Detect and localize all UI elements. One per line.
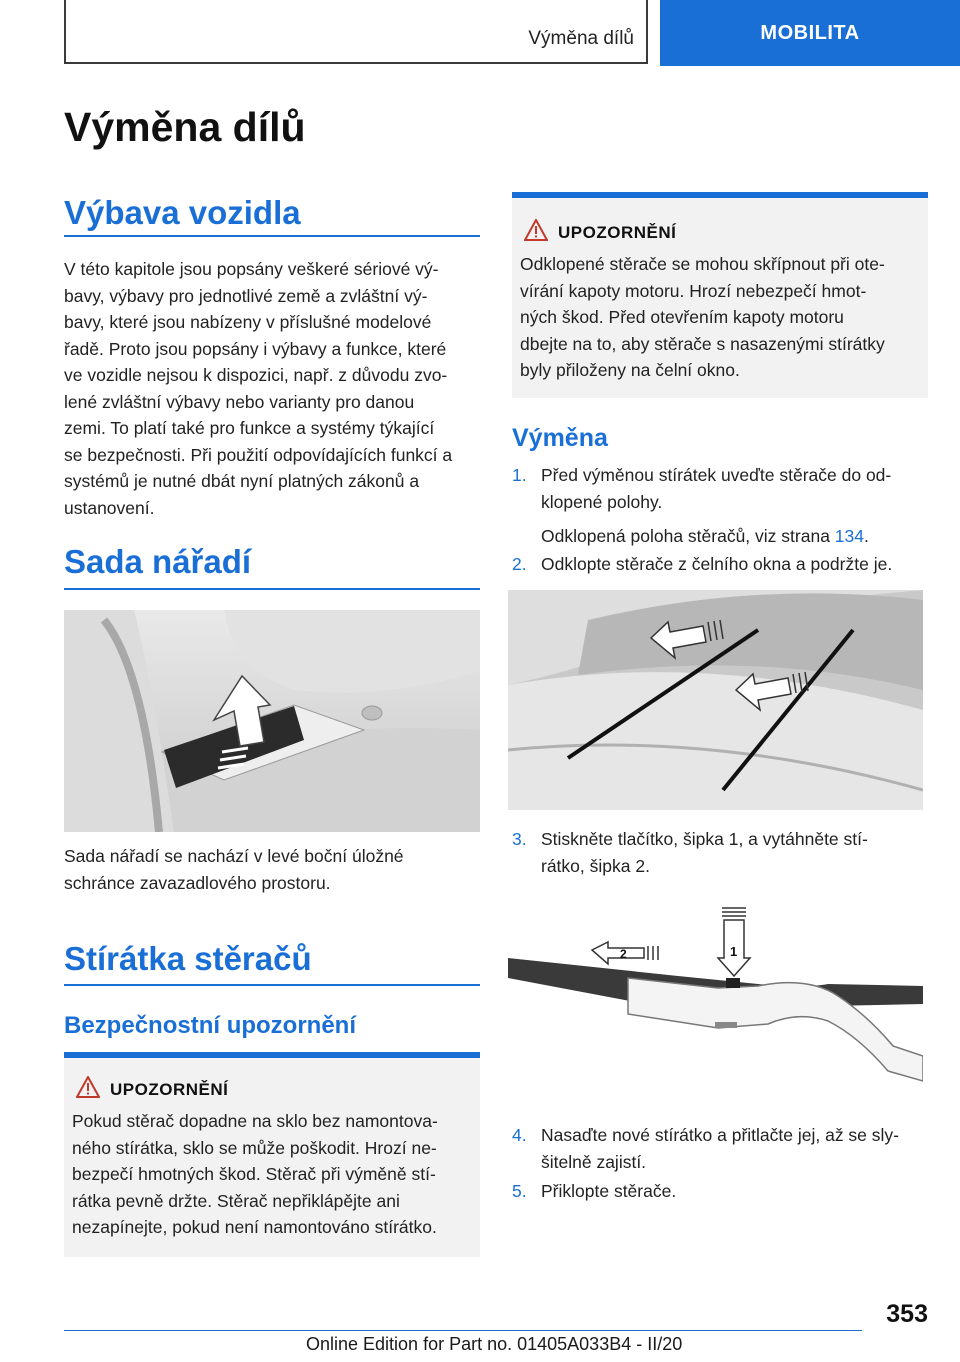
heading-stiratka: Stírátka stěračů bbox=[64, 940, 312, 977]
footer-rule bbox=[64, 1330, 862, 1331]
heading-rule bbox=[64, 588, 480, 590]
heading-rule bbox=[64, 984, 480, 986]
arrow-1-label: 1 bbox=[730, 944, 738, 959]
warning-text: Odklopené stěrače se mohou skřípnout při ote‐ vírání kapoty motoru. Hrozí nebezpečí hmot‐ ných škod. Před otevřením kapoty motoru dbejte na to, aby stěrače s nasazenými stírátky byly přiloženy na čelní okno. bbox=[520, 254, 885, 380]
warning-box-right bbox=[512, 192, 928, 398]
step-4: 4. Nasaďte nové stírátko a přitlačte jej, až se sly‐ šitelně zajistí. bbox=[512, 1122, 930, 1175]
windshield-wipers-image bbox=[508, 590, 923, 810]
step-2: 2. Odklopte stěrače z čelního okna a podržte je. bbox=[512, 551, 930, 578]
heading-vybava-vozidla: Výbava vozidla bbox=[64, 194, 301, 231]
warning-triangle-icon bbox=[524, 219, 548, 246]
warning-title: UPOZORNĚNÍ bbox=[110, 1080, 229, 1099]
warning-topbar bbox=[64, 1052, 480, 1058]
warning-text: Pokud stěrač dopadne na sklo bez namontova‐ ného stírátka, sklo se může poškodit. Hrozí ne‐ bezpečí hmotných škod. Stěrač při výměně stí‐ rátka pevně držte. Stěrač nepřiklápějte ani nezapínejte, pokud není namontováno stírátko. bbox=[72, 1111, 438, 1237]
warning-triangle-icon bbox=[76, 1076, 100, 1103]
header-tab-mobilita[interactable]: MOBILITA bbox=[660, 0, 960, 66]
paragraph-sada: Sada nářadí se nachází v levé boční úložné schránce zavazadlového prostoru. bbox=[64, 846, 404, 893]
step-1-note: Odklopená poloha stěračů, viz strana 134. bbox=[541, 526, 869, 546]
warning-title: UPOZORNĚNÍ bbox=[558, 223, 677, 242]
step-number: 3. bbox=[512, 829, 527, 849]
step-number: 5. bbox=[512, 1181, 527, 1201]
heading-vymena: Výměna bbox=[512, 424, 608, 452]
header-section-title: Výměna dílů bbox=[528, 28, 634, 49]
subheading-bezpecnostni: Bezpečnostní upozornění bbox=[64, 1012, 357, 1039]
heading-rule bbox=[64, 235, 480, 237]
step-number: 2. bbox=[512, 554, 527, 574]
step-1: 1. Před výměnou stírátek uveďte stěrače do od‐ klopené polohy. Odklopená poloha stěračů, viz strana 134. bbox=[512, 462, 930, 550]
toolkit-compartment-image bbox=[64, 610, 480, 832]
step-5: 5. Přiklopte stěrače. bbox=[512, 1178, 930, 1205]
page-title: Výměna dílů bbox=[64, 104, 306, 150]
footer-edition: Online Edition for Part no. 01405A033B4 - II/20 bbox=[306, 1334, 683, 1354]
warning-box-left bbox=[64, 1052, 480, 1257]
arrow-2-label: 2 bbox=[620, 947, 627, 961]
step-number: 4. bbox=[512, 1125, 527, 1145]
wiper-blade-removal-image bbox=[508, 906, 923, 1110]
step-3: 3. Stiskněte tlačítko, šipka 1, a vytáhněte stí‐ rátko, šipka 2. bbox=[512, 826, 930, 879]
paragraph-vybava: V této kapitole jsou popsány veškeré sériové vý‐ bavy, výbavy pro jednotlivé země a zvláštní vý‐ bavy, které jsou nabízeny v příslušné modelové řadě. Proto jsou popsány i výbavy a funkce, které ve vozidle nejsou k dispozici, např. z důvodu zvo‐ lené zvláštní výbavy nebo varianty pro danou zemi. To platí také pro funkce a systémy týkající se bezpečnosti. Při použití odpovídajících funkcí a systémů je nutné dbát nyní platných zákonů a ustanovení. bbox=[64, 259, 453, 518]
page-link-134[interactable]: 134 bbox=[834, 526, 864, 546]
step-number: 1. bbox=[512, 465, 527, 485]
page-number: 353 bbox=[886, 1300, 928, 1328]
heading-sada-naradi: Sada nářadí bbox=[64, 543, 252, 580]
warning-topbar bbox=[512, 192, 928, 198]
